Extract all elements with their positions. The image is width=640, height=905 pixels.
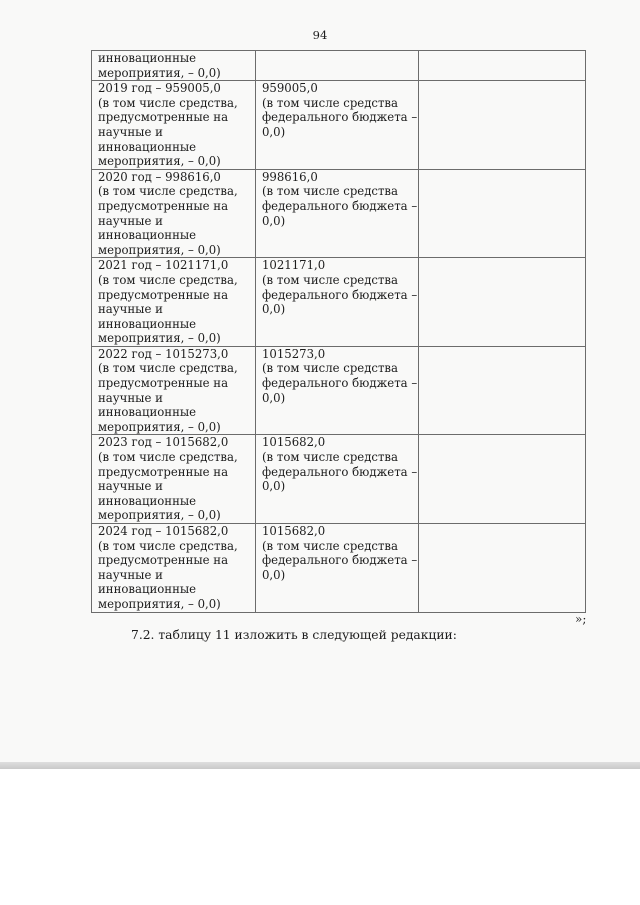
cell-text-line: (в том числе средства, xyxy=(98,538,238,553)
cell-text-line: научные и xyxy=(98,567,163,582)
table-row xyxy=(92,169,586,258)
federal-budget-cell xyxy=(256,346,419,435)
scan-edge-shadow xyxy=(0,762,640,769)
cell-text-line: 0,0) xyxy=(262,124,286,139)
cell-text-line: мероприятия, – 0,0) xyxy=(98,508,221,523)
cell-text-line: 2023 год – 1015682,0 xyxy=(98,435,229,450)
budget-table xyxy=(91,50,586,613)
cell-text-line: федерального бюджета – xyxy=(262,553,418,568)
table-row xyxy=(92,524,586,613)
cell-text-line: инновационные xyxy=(98,582,197,597)
funding-year-cell xyxy=(92,51,256,81)
cell-text-line: мероприятия, – 0,0) xyxy=(98,242,221,257)
empty-cell xyxy=(419,169,586,258)
cell-text-line: мероприятия, – 0,0) xyxy=(98,596,221,611)
empty-cell xyxy=(419,435,586,524)
cell-text-line: предусмотренные на xyxy=(98,464,229,479)
cell-text-line: научные и xyxy=(98,213,163,228)
cell-text-line: (в том числе средства, xyxy=(98,450,238,465)
cell-text-line: (в том числе средства, xyxy=(98,361,238,376)
cell-text-line: (в том числе средства xyxy=(262,95,398,110)
empty-cell xyxy=(419,346,586,435)
page-number: 94 xyxy=(312,28,328,42)
federal-budget-cell xyxy=(256,524,419,613)
cell-text-line: 0,0) xyxy=(262,213,286,228)
funding-year-cell xyxy=(92,81,256,170)
cell-text-line: федерального бюджета – xyxy=(262,376,418,391)
funding-year-cell xyxy=(92,258,256,347)
cell-text-line: (в том числе средства xyxy=(262,184,398,199)
cell-text-line: предусмотренные на xyxy=(98,287,229,302)
federal-budget-cell xyxy=(256,258,419,347)
cell-text-line: предусмотренные на xyxy=(98,198,229,213)
cell-text-line: федерального бюджета – xyxy=(262,198,418,213)
cell-text-line: (в том числе средства, xyxy=(98,184,238,199)
cell-text-line: (в том числе средства xyxy=(262,450,398,465)
cell-text-line: (в том числе средства, xyxy=(98,95,238,110)
table-row xyxy=(92,435,586,524)
table-row xyxy=(92,346,586,435)
cell-text-line: научные и xyxy=(98,124,163,139)
cell-text-line: научные и xyxy=(98,302,163,317)
cell-text-line: 1015682,0 xyxy=(262,524,326,538)
cell-text-line: мероприятия, – 0,0) xyxy=(98,65,221,80)
funding-year-cell xyxy=(92,346,256,435)
funding-year-cell xyxy=(92,169,256,258)
federal-budget-cell xyxy=(256,81,419,170)
budget-table-body xyxy=(92,51,586,613)
federal-budget-cell xyxy=(256,435,419,524)
cell-text-line: (в том числе средства, xyxy=(98,272,238,287)
cell-text-line: 998616,0 xyxy=(262,169,318,184)
closing-quote: »; xyxy=(575,612,587,626)
federal-budget-cell xyxy=(256,51,419,81)
cell-text-line: предусмотренные на xyxy=(98,110,229,125)
cell-text-line: мероприятия, – 0,0) xyxy=(98,419,221,434)
cell-text-line: инновационные xyxy=(98,493,197,508)
table-row xyxy=(92,258,586,347)
cell-text-line: федерального бюджета – xyxy=(262,110,418,125)
cell-text-line: предусмотренные на xyxy=(98,376,229,391)
cell-text-line: федерального бюджета – xyxy=(262,464,418,479)
cell-text-line: 1015682,0 xyxy=(262,435,326,450)
cell-text-line: 2022 год – 1015273,0 xyxy=(98,346,229,361)
cell-text-line: инновационные xyxy=(98,139,197,154)
cell-text-line: мероприятия, – 0,0) xyxy=(98,154,221,169)
cell-text-line: инновационные xyxy=(98,316,197,331)
cell-text-line: предусмотренные на xyxy=(98,553,229,568)
cell-text-line: 2019 год – 959005,0 xyxy=(98,81,221,96)
table-row xyxy=(92,81,586,170)
cell-text-line: 1021171,0 xyxy=(262,258,326,273)
funding-year-cell xyxy=(92,524,256,613)
cell-text-line: инновационные xyxy=(98,405,197,420)
empty-cell xyxy=(419,51,586,81)
empty-cell xyxy=(419,81,586,170)
cell-text-line: (в том числе средства xyxy=(262,361,398,376)
cell-text-line: 0,0) xyxy=(262,390,286,405)
cell-text-line: научные и xyxy=(98,390,163,405)
cell-text-line: 0,0) xyxy=(262,302,286,317)
cell-text-line: федерального бюджета – xyxy=(262,287,418,302)
empty-cell xyxy=(419,524,586,613)
cell-text-line: (в том числе средства xyxy=(262,538,398,553)
cell-text-line: 0,0) xyxy=(262,567,286,582)
instruction-paragraph: 7.2. таблицу 11 изложить в следующей редакции: xyxy=(131,628,457,642)
cell-text-line: (в том числе средства xyxy=(262,272,398,287)
cell-text-line: мероприятия, – 0,0) xyxy=(98,331,221,346)
funding-year-cell xyxy=(92,435,256,524)
cell-text-line: 959005,0 xyxy=(262,81,318,96)
table-row xyxy=(92,51,586,81)
cell-text-line: 1015273,0 xyxy=(262,346,326,361)
cell-text-line: научные и xyxy=(98,479,163,494)
federal-budget-cell xyxy=(256,169,419,258)
cell-text-line: инновационные xyxy=(98,51,197,65)
cell-text-line: 2021 год – 1021171,0 xyxy=(98,258,229,273)
cell-text-line: 2020 год – 998616,0 xyxy=(98,169,221,184)
cell-text-line: 2024 год – 1015682,0 xyxy=(98,524,229,538)
cell-text-line: 0,0) xyxy=(262,479,286,494)
empty-cell xyxy=(419,258,586,347)
cell-text-line: инновационные xyxy=(98,228,197,243)
